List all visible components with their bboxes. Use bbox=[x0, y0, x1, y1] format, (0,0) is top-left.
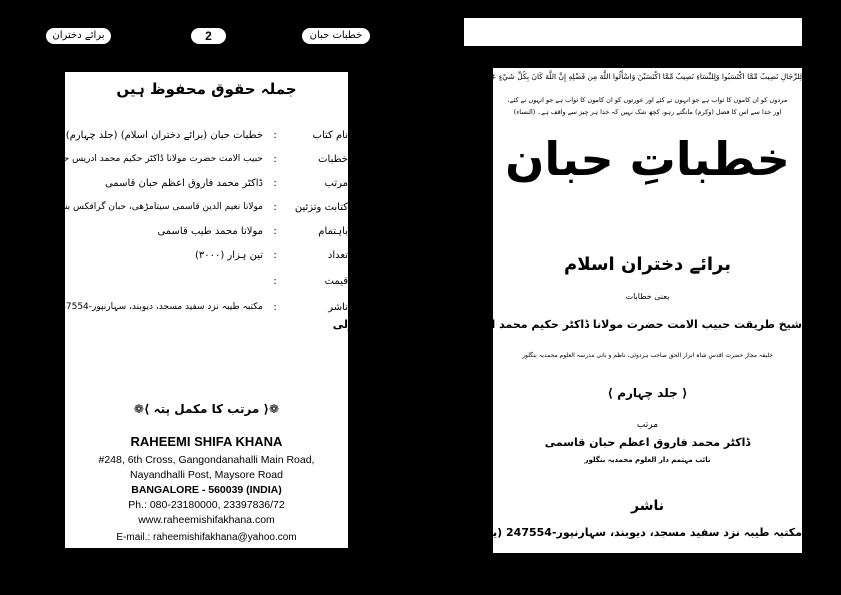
info-value: مولانا محمد طیب قاسمی bbox=[157, 226, 263, 237]
info-label: قیمت bbox=[324, 276, 348, 287]
publisher-label: ناشر bbox=[631, 498, 664, 514]
colon: : bbox=[273, 250, 277, 261]
address-line-3: BANGALORE - 560039 (INDIA) bbox=[131, 484, 282, 496]
page-number: 2 bbox=[191, 28, 226, 44]
info-value: ڈاکٹر محمد فاروق اعظم حبان قاسمی bbox=[104, 178, 263, 189]
ornament-right-icon: ⟩❁ bbox=[133, 402, 150, 416]
info-label: ناشر bbox=[328, 302, 348, 313]
info-row bbox=[65, 178, 348, 200]
colon: : bbox=[273, 130, 277, 141]
info-label: تعداد bbox=[327, 250, 348, 261]
header-pill-book-title: خطبات حبان جلد 4 bbox=[302, 28, 370, 44]
quran-verse: لِلرِّجَالِ نَصِيبٌ مِّمَّا اكْتَسَبُوا وَلِلنِّسَاءِ نَصِيبٌ مِّمَّا اكْتَسَبْنَ وَاسْأَلُوا اللَّهَ مِن فَضْلِهِ إِنَّ اللَّهَ كَانَ بِكُلِّ شَيْءٍ عَلِيمًا bbox=[480, 72, 802, 81]
address-title: مرتب کا مکمل پتہ bbox=[153, 402, 260, 416]
compiler-label: مرتب bbox=[636, 420, 659, 430]
rights-page bbox=[23, 72, 348, 548]
info-value: خطبات حبان (برائے دختران اسلام) (جلد چہارم) bbox=[65, 130, 263, 141]
ornament-right-icon: ⟩ bbox=[607, 386, 614, 400]
verse-translation-2: اور خدا سے اس کا فضل (وکرم) مانگتے رہو، کچھ شک نہیں کہ خدا ہر چیز سے واقف ہے۔ (النساء) bbox=[513, 108, 782, 116]
info-value: تین ہزار (۳۰۰۰) bbox=[194, 250, 263, 261]
info-value: مولانا نعیم الدین قاسمی سیتامڑھی، حبان گرافکس بنگلور bbox=[48, 202, 263, 212]
colon: : bbox=[273, 302, 277, 313]
small-label: یعنی خطابات bbox=[625, 292, 670, 301]
ornament-left-icon: ⟨ bbox=[681, 386, 688, 400]
verse-translation-1: مردوں کو ان کاموں کا ثواب ہے جو انہوں نے کئے اور عورتوں کو ان کاموں کا ثواب ہے جو انہوں نے کئے، bbox=[507, 96, 788, 104]
colon: : bbox=[273, 154, 277, 165]
compiler-name: ڈاکٹر محمد فاروق اعظم حبان قاسمی bbox=[544, 436, 751, 449]
info-row bbox=[65, 130, 348, 152]
author-subline: خلیفہ مجاز حضرت اقدس شاہ ابرار الحق صاحب ہردوئی، ناظم و بانی مدرسہ العلوم محمدیہ بنگلور bbox=[522, 352, 773, 359]
address-line-1: #248, 6th Cross, Gangondanahalli Main Road, bbox=[98, 454, 315, 466]
email: E-mail.: raheemishifakhana@yahoo.com bbox=[116, 532, 297, 543]
rights-heading: جملہ حقوق محفوظ ہیں bbox=[116, 80, 297, 98]
info-value: حبیب الامت حضرت مولانا ڈاکٹر حکیم محمد ادریس حبان رحیمی bbox=[23, 154, 263, 164]
website: www.raheemishifakhana.com bbox=[138, 514, 275, 526]
volume-ornament bbox=[493, 386, 802, 400]
info-value: مکتبہ طیبہ نزد سفید مسجد، دیوبند، سہارنپور-247554 (یوپی) bbox=[27, 302, 263, 312]
info-row bbox=[23, 154, 348, 176]
info-label: باہتمام bbox=[318, 226, 348, 237]
info-label: خطبات bbox=[318, 154, 348, 165]
info-row bbox=[65, 276, 348, 298]
author-line: شیخ طریقت حبیب الامت حضرت مولانا ڈاکٹر حکیم محمد ادریس حبان رحیمی چرتھاولی bbox=[332, 318, 802, 331]
info-row bbox=[65, 226, 348, 248]
info-row bbox=[65, 250, 348, 272]
top-white-bar bbox=[464, 18, 802, 46]
colon: : bbox=[273, 178, 277, 189]
address-title-ornament bbox=[65, 402, 348, 416]
info-label: نام کتاب bbox=[312, 130, 348, 141]
compiler-role: نائب مہتمم دار العلوم محمدیہ بنگلور bbox=[584, 456, 711, 464]
book-subtitle: برائے دختران اسلام bbox=[564, 254, 731, 275]
colon: : bbox=[273, 226, 277, 237]
info-label: مرتب bbox=[324, 178, 348, 189]
volume-label: جلد چہارم bbox=[617, 386, 678, 400]
address-line-2: Nayandhalli Post, Maysore Road bbox=[130, 469, 283, 481]
book-title: خطباتِ حبان bbox=[505, 132, 790, 186]
colon: : bbox=[273, 276, 277, 287]
phone: Ph.: 080-23180000, 23397836/72 bbox=[128, 499, 285, 511]
info-label: کتابت وتزئین bbox=[294, 202, 348, 213]
org-name: RAHEEMI SHIFA KHANA bbox=[130, 434, 283, 449]
publisher-line: مکتبہ طیبہ نزد سفید مسجد، دیوبند، سہارنپور-247554 (یوپی) bbox=[465, 526, 802, 539]
info-row bbox=[27, 302, 348, 324]
ornament-left-icon: ❁⟨ bbox=[263, 402, 280, 416]
colon: : bbox=[273, 202, 277, 213]
info-row bbox=[48, 202, 348, 224]
header-pill-volume-subtitle: برائے دختران اسلام bbox=[46, 28, 111, 44]
